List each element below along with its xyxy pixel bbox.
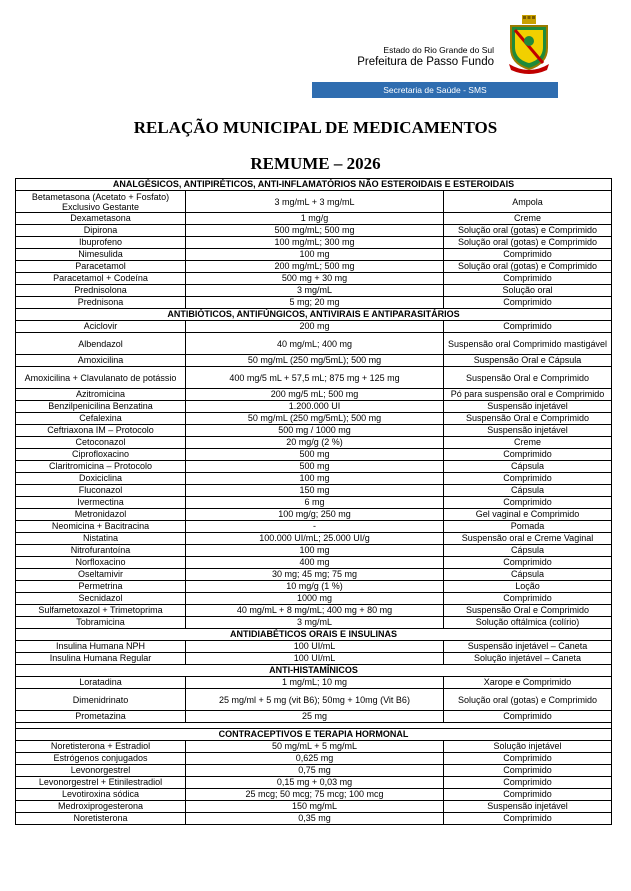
medication-dose: 500 mg + 30 mg [186,273,444,285]
medication-name: Medroxiprogesterona [16,801,186,813]
medication-form: Solução oral (gotas) e Comprimido [444,225,612,237]
medication-form: Suspensão oral Comprimido mastigável [444,333,612,355]
table-row [16,213,612,225]
medication-form: Solução injetável [444,741,612,753]
medication-form: Loção [444,581,612,593]
medication-form: Comprimido [444,777,612,789]
medication-dose: 5 mg; 20 mg [186,297,444,309]
header-prefeitura: Prefeitura de Passo Fundo [357,56,494,68]
medication-dose: 1.200.000 UI [186,401,444,413]
table-row [16,533,612,545]
medication-form: Solução oral (gotas) e Comprimido [444,237,612,249]
medication-form: Pó para suspensão oral e Comprimido [444,389,612,401]
table-row [16,641,612,653]
table-row [16,789,612,801]
table-row [16,333,612,355]
medication-dose: 100 mg/g; 250 mg [186,509,444,521]
medication-form: Solução oral (gotas) e Comprimido [444,261,612,273]
medication-dose: 1000 mg [186,593,444,605]
table-row [16,653,612,665]
table-row [16,741,612,753]
medication-dose: 500 mg [186,461,444,473]
medication-dose: 100.000 UI/mL; 25.000 UI/g [186,533,444,545]
medication-dose: 0,15 mg + 0,03 mg [186,777,444,789]
table-row [16,389,612,401]
medication-dose: 500 mg [186,449,444,461]
medication-dose: 50 mg/mL (250 mg/5mL); 500 mg [186,413,444,425]
medication-dose: 0,75 mg [186,765,444,777]
medication-name: Tobramicina [16,617,186,629]
section-title: ANTI-HISTAMÍNICOS [16,665,612,677]
medication-name: Nistatina [16,533,186,545]
secretaria-label: Secretaria de Saúde - SMS [383,85,487,95]
table-row [16,569,612,581]
table-row [16,605,612,617]
section-header-row [16,729,612,741]
medication-form: Comprimido [444,297,612,309]
medication-form: Suspensão Oral e Comprimido [444,605,612,617]
medication-name: Doxiciclina [16,473,186,485]
medication-name: Amoxicilina [16,355,186,367]
table-row [16,509,612,521]
medication-dose: 500 mg / 1000 mg [186,425,444,437]
secretaria-bar [312,82,558,98]
table-row [16,765,612,777]
medication-name: Permetrina [16,581,186,593]
medication-form: Xarope e Comprimido [444,677,612,689]
medication-name: Loratadina [16,677,186,689]
table-row [16,249,612,261]
table-row [16,557,612,569]
medication-name: Nimesulida [16,249,186,261]
table-row [16,237,612,249]
medication-name: Amoxicilina + Clavulanato de potássio [16,367,186,389]
table-row [16,545,612,557]
medication-dose: 100 mg [186,545,444,557]
medication-dose: 40 mg/mL; 400 mg [186,333,444,355]
section-header-row [16,309,612,321]
table-row [16,461,612,473]
section-title: ANTIBIÓTICOS, ANTIFÚNGICOS, ANTIVIRAIS E ANTIPARASITÁRIOS [16,309,612,321]
table-row [16,321,612,333]
table-row [16,521,612,533]
medication-dose: 25 mg/ml + 5 mg (vit B6); 50mg + 10mg (Vit B6) [186,689,444,711]
table-row [16,449,612,461]
medication-name: Prednisona [16,297,186,309]
medication-name: Aciclovir [16,321,186,333]
medication-form: Suspensão oral e Creme Vaginal [444,533,612,545]
medication-form: Suspensão Oral e Cápsula [444,355,612,367]
section-header-row [16,665,612,677]
medication-form: Suspensão injetável [444,801,612,813]
medication-name: Dexametasona [16,213,186,225]
medication-name: Benzilpenicilina Benzatina [16,401,186,413]
medication-dose: 100 mg [186,249,444,261]
table-row [16,367,612,389]
medication-name: Dipirona [16,225,186,237]
medication-name: Dimenidrinato [16,689,186,711]
table-row [16,753,612,765]
medication-form: Comprimido [444,497,612,509]
table-row [16,273,612,285]
medication-name: Levotiroxina sódica [16,789,186,801]
table-row [16,677,612,689]
medication-form: Creme [444,213,612,225]
medication-name: Prometazina [16,711,186,723]
medication-dose: 100 mg/mL; 300 mg [186,237,444,249]
medication-form: Comprimido [444,593,612,605]
medication-dose: 50 mg/mL (250 mg/5mL); 500 mg [186,355,444,367]
table-row [16,593,612,605]
medication-form: Comprimido [444,789,612,801]
medication-form: Comprimido [444,765,612,777]
medication-dose: 150 mg [186,485,444,497]
medication-name: Norfloxacino [16,557,186,569]
medication-form: Comprimido [444,321,612,333]
medication-form: Suspensão injetável – Caneta [444,641,612,653]
table-row [16,497,612,509]
medication-name: Azitromicina [16,389,186,401]
medication-dose: 200 mg [186,321,444,333]
medication-dose: 400 mg [186,557,444,569]
medication-name: Ceftriaxona IM – Protocolo [16,425,186,437]
medication-form: Suspensão Oral e Comprimido [444,413,612,425]
medication-dose: 150 mg/mL [186,801,444,813]
medication-form: Gel vaginal e Comprimido [444,509,612,521]
medication-dose: 25 mcg; 50 mcg; 75 mcg; 100 mcg [186,789,444,801]
table-row [16,689,612,711]
section-header-row [16,629,612,641]
table-row [16,801,612,813]
medication-dose: 0,35 mg [186,813,444,825]
medication-name: Paracetamol + Codeína [16,273,186,285]
medication-form: Comprimido [444,753,612,765]
document-title: RELAÇÃO MUNICIPAL DE MEDICAMENTOS [133,118,498,137]
medication-form: Comprimido [444,557,612,569]
medication-form: Comprimido [444,711,612,723]
medication-form: Suspensão injetável [444,425,612,437]
medication-name: Claritromicina – Protocolo [16,461,186,473]
medication-name: Nitrofurantoína [16,545,186,557]
medication-form: Solução oftálmica (colírio) [444,617,612,629]
medication-dose: 10 mg/g (1 %) [186,581,444,593]
coat-of-arms-icon [507,14,551,74]
medication-dose: 40 mg/mL + 8 mg/mL; 400 mg + 80 mg [186,605,444,617]
medication-form: Pomada [444,521,612,533]
medication-name: Paracetamol [16,261,186,273]
medication-name: Noretisterona [16,813,186,825]
medication-name: Levonorgestrel + Etinilestradiol [16,777,186,789]
medication-form: Creme [444,437,612,449]
table-row [16,813,612,825]
medication-dose: 3 mg/mL + 3 mg/mL [186,191,444,213]
section-title: ANALGÉSICOS, ANTIPIRÉTICOS, ANTI-INFLAMATÓRIOS NÃO ESTEROIDAIS E ESTEROIDAIS [16,179,612,191]
table-row [16,401,612,413]
medication-name: Ivermectina [16,497,186,509]
medication-name: Insulina Humana NPH [16,641,186,653]
medication-name: Estrógenos conjugados [16,753,186,765]
medication-name: Oseltamivir [16,569,186,581]
medication-form: Cápsula [444,569,612,581]
table-row [16,617,612,629]
medication-name: Prednisolona [16,285,186,297]
medication-dose: 30 mg; 45 mg; 75 mg [186,569,444,581]
medication-dose: 400 mg/5 mL + 57,5 mL; 875 mg + 125 mg [186,367,444,389]
medication-name: Levonorgestrel [16,765,186,777]
medication-name: Secnidazol [16,593,186,605]
medication-dose: 1 mg/mL; 10 mg [186,677,444,689]
table-row [16,711,612,723]
medication-form: Comprimido [444,249,612,261]
medication-dose: 100 mg [186,473,444,485]
medication-dose: 25 mg [186,711,444,723]
medication-form: Solução oral [444,285,612,297]
section-title: CONTRACEPTIVOS E TERAPIA HORMONAL [16,729,612,741]
table-row [16,485,612,497]
medication-name: Insulina Humana Regular [16,653,186,665]
medication-dose: 200 mg/5 mL; 500 mg [186,389,444,401]
medication-form: Comprimido [444,813,612,825]
section-title: ANTIDIABÉTICOS ORAIS E INSULINAS [16,629,612,641]
section-header-row [16,179,612,191]
table-row [16,355,612,367]
table-row [16,285,612,297]
medication-name: Cetoconazol [16,437,186,449]
medication-name: Cefalexina [16,413,186,425]
table-row [16,425,612,437]
medication-name: Noretisterona + Estradiol [16,741,186,753]
document-subtitle: REMUME – 2026 [250,154,381,173]
medication-table-body [16,179,612,825]
medication-name: Sulfametoxazol + Trimetoprima [16,605,186,617]
medication-form: Suspensão Oral e Comprimido [444,367,612,389]
medication-dose: 500 mg/mL; 500 mg [186,225,444,237]
medication-dose: 20 mg/g (2 %) [186,437,444,449]
medication-dose: 1 mg/g [186,213,444,225]
medication-dose: 6 mg [186,497,444,509]
medication-dose: 0,625 mg [186,753,444,765]
medication-form: Cápsula [444,545,612,557]
table-row [16,777,612,789]
medication-form: Comprimido [444,449,612,461]
medication-dose: 200 mg/mL; 500 mg [186,261,444,273]
medication-form: Solução oral (gotas) e Comprimido [444,689,612,711]
table-row [16,437,612,449]
table-row [16,473,612,485]
table-row [16,191,612,213]
medication-table [15,178,612,825]
medication-form: Cápsula [444,485,612,497]
medication-form: Comprimido [444,273,612,285]
medication-name: Metronidazol [16,509,186,521]
header-org: Estado do Rio Grande do Sul [383,45,494,55]
medication-name: Albendazol [16,333,186,355]
table-row [16,581,612,593]
table-row [16,297,612,309]
medication-name: Neomicina + Bacitracina [16,521,186,533]
medication-dose: 100 UI/mL [186,653,444,665]
medication-name: Ciprofloxacino [16,449,186,461]
medication-dose: 3 mg/mL [186,617,444,629]
medication-form: Solução injetável – Caneta [444,653,612,665]
table-row [16,225,612,237]
medication-dose: 100 UI/mL [186,641,444,653]
table-row [16,261,612,273]
medication-form: Ampola [444,191,612,213]
medication-form: Comprimido [444,473,612,485]
medication-form: Cápsula [444,461,612,473]
medication-form: Suspensão injetável [444,401,612,413]
medication-name: Fluconazol [16,485,186,497]
medication-name: Ibuprofeno [16,237,186,249]
page-header [0,0,631,100]
medication-name: Betametasona (Acetato + Fosfato) Exclusivo Gestante [16,191,186,213]
table-row [16,413,612,425]
medication-dose: 50 mg/mL + 5 mg/mL [186,741,444,753]
medication-dose: - [186,521,444,533]
medication-dose: 3 mg/mL [186,285,444,297]
